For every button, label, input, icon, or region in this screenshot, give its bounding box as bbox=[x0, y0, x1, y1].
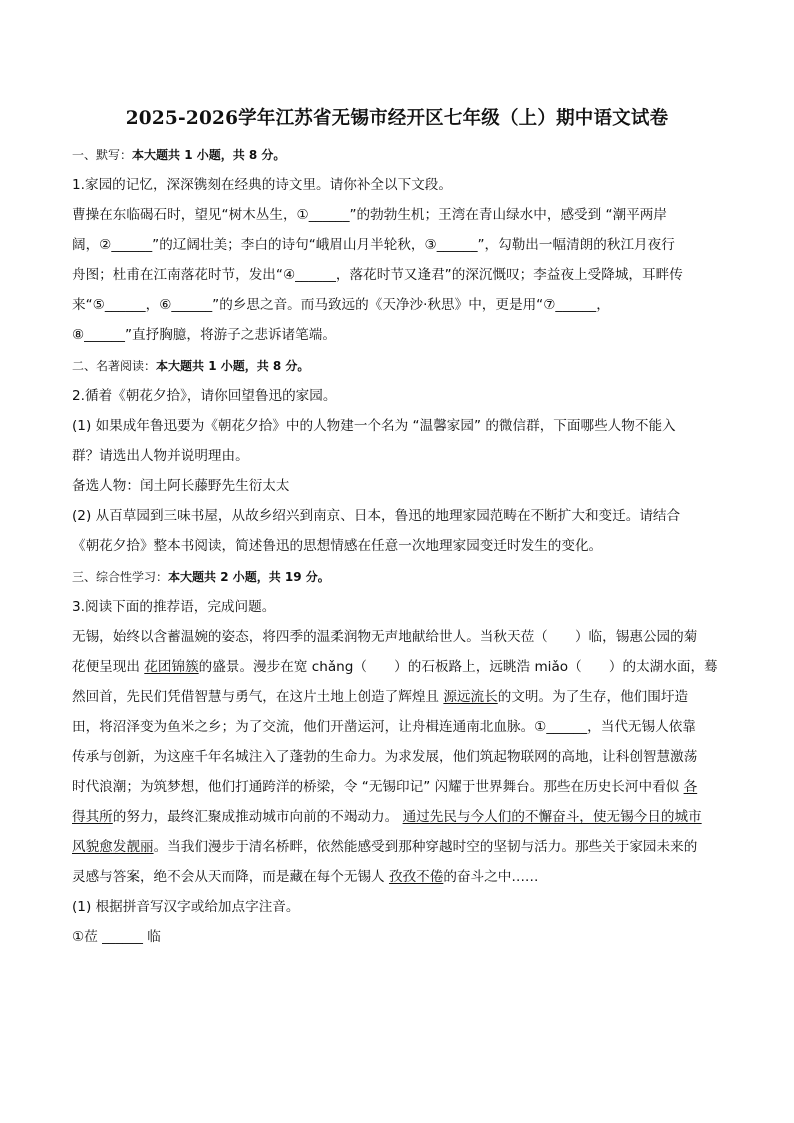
text-segment: 备选人物：闰土阿长藤野先生衍太太 bbox=[72, 478, 290, 494]
underlined-text: 风貌愈发靓丽 bbox=[72, 839, 154, 855]
text-segment: 本大题共 2 小题，共 19 分。 bbox=[168, 570, 330, 584]
text-line bbox=[72, 477, 290, 495]
text-line bbox=[72, 868, 539, 886]
text-segment: 无锡，始终以含蓄温婉的姿态，将四季的温柔润物无声地献给世人。当秋天莅（ ）临，锡惠公园的菊 bbox=[72, 629, 698, 645]
text-segment: 阔，②______”的辽阔壮美；李白的诗句“峨眉山月半轮秋，③______”，勾勒出一幅清朗的秋江月夜行 bbox=[72, 237, 675, 253]
exam-title: 2025-2026学年江苏省无锡市经开区七年级（上）期中语文试卷 bbox=[125, 108, 669, 129]
text-segment: 传承与创新，为这座千年名城注入了蓬勃的生命力。为求发展，他们筑起物联网的高地，让科创智慧激荡 bbox=[72, 749, 698, 765]
text-segment: 3.阅读下面的推荐语，完成问题。 bbox=[72, 599, 276, 615]
text-segment: 二、名著阅读： bbox=[72, 359, 157, 373]
text-line bbox=[72, 838, 697, 856]
text-segment: 曹操在东临碣石时，望见“树木丛生，①______”的勃勃生机；王湾在青山绿水中，感受到 “潮平两岸 bbox=[72, 207, 667, 223]
text-segment: 然回首，先民们凭借智慧与勇气，在这片土地上创造了辉煌且 bbox=[72, 689, 444, 705]
text-line bbox=[72, 206, 667, 224]
text-segment: 《朝花夕拾》整本书阅读，简述鲁迅的思想情感在任意一次地理家园变迁时发生的变化。 bbox=[72, 538, 603, 554]
text-segment: 的奋斗之中…… bbox=[443, 869, 539, 885]
underlined-text: 通过先民与今人们的不懈奋斗，使无锡今日的城市 bbox=[402, 809, 702, 825]
text-segment: 。当我们漫步于清名桥畔，依然能感受到那种穿越时空的坚韧与活力。那些关于家园未来的 bbox=[153, 839, 698, 855]
text-line bbox=[72, 176, 452, 194]
text-line bbox=[72, 928, 161, 946]
text-segment: 花便呈现出 bbox=[72, 659, 145, 675]
text-line bbox=[72, 387, 336, 405]
text-line bbox=[72, 537, 602, 555]
text-line bbox=[72, 266, 683, 284]
underlined-text: 花团锦簇 bbox=[144, 659, 199, 675]
text-segment: 1.家园的记忆，深深镌刻在经典的诗文里。请你补全以下文段。 bbox=[72, 177, 452, 193]
underlined-text: 孜孜不倦 bbox=[388, 869, 444, 885]
text-segment: 三、综合性学习： bbox=[72, 570, 169, 584]
text-segment: 田，将沼泽变为鱼米之乡；为了交流，他们开凿运河，让舟楫连通南北血脉。①______，当代无锡人依靠 bbox=[72, 719, 696, 735]
text-line bbox=[72, 718, 696, 736]
text-segment: 本大题共 1 小题，共 8 分。 bbox=[132, 148, 286, 162]
text-line bbox=[72, 688, 688, 706]
text-segment: (1) 根据拼音写汉字或给加点字注音。 bbox=[72, 899, 300, 915]
text-segment: (2) 从百草园到三味书屋，从故乡绍兴到南京、日本，鲁迅的地理家园范畴在不断扩大和变迁。请结合 bbox=[72, 508, 681, 524]
section-heading bbox=[72, 568, 330, 586]
underlined-text: 源远流长 bbox=[443, 689, 498, 705]
text-line bbox=[72, 598, 275, 616]
text-segment: 舟图；杜甫在江南落花时节，发出“④______，落花时节又逢君”的深沉慨叹；李益夜上受降城，耳畔传 bbox=[72, 267, 683, 283]
text-segment: 一、默写： bbox=[72, 148, 133, 162]
text-line bbox=[72, 778, 697, 796]
text-line bbox=[72, 447, 249, 465]
text-segment: 时代浪潮；为筑梦想，他们打通跨洋的桥梁，令 “无锡印记” 闪耀于世界舞台。那些在历史长河中看似 bbox=[72, 779, 684, 795]
text-segment: 2.循着《朝花夕拾》，请你回望鲁迅的家园。 bbox=[72, 388, 337, 404]
text-line bbox=[72, 628, 697, 646]
text-line bbox=[72, 417, 676, 435]
text-segment: 的文明。为了生存，他们围圩造 bbox=[497, 689, 689, 705]
text-segment: 的努力，最终汇聚成推动城市向前的不竭动力。 bbox=[112, 809, 403, 825]
text-line bbox=[72, 296, 610, 314]
text-segment: 的盛景。漫步在宽 chǎng（ ）的石板路上，远眺浩 miǎo（ ）的太湖水面，蓦 bbox=[198, 659, 718, 675]
underlined-text: 各 bbox=[683, 779, 698, 795]
text-line bbox=[72, 898, 299, 916]
section-heading bbox=[72, 146, 285, 164]
text-segment: (1) 如果成年鲁迅要为《朝花夕拾》中的人物建一个名为 “温馨家园” 的微信群，下面哪些人物不能入 bbox=[72, 418, 676, 434]
text-segment: 群？请选出人物并说明理由。 bbox=[72, 448, 249, 464]
text-segment: 灵感与答案，绝不会从天而降，而是藏在每个无锡人 bbox=[72, 869, 389, 885]
text-segment: ①莅 ______ 临 bbox=[72, 929, 161, 945]
text-segment: 本大题共 1 小题，共 8 分。 bbox=[156, 359, 310, 373]
text-line bbox=[72, 236, 675, 254]
text-segment: ⑧______”直抒胸臆，将游子之悲诉诸笔端。 bbox=[72, 327, 336, 343]
text-line bbox=[72, 748, 697, 766]
text-line bbox=[72, 808, 702, 826]
underlined-text: 得其所 bbox=[72, 809, 113, 825]
section-heading bbox=[72, 357, 309, 375]
text-line bbox=[72, 507, 680, 525]
text-line bbox=[72, 326, 336, 344]
text-line bbox=[72, 658, 718, 676]
text-segment: 来“⑤______，⑥______”的乡思之音。而马致远的《天净沙·秋思》中，更是用“⑦______， bbox=[72, 297, 610, 313]
